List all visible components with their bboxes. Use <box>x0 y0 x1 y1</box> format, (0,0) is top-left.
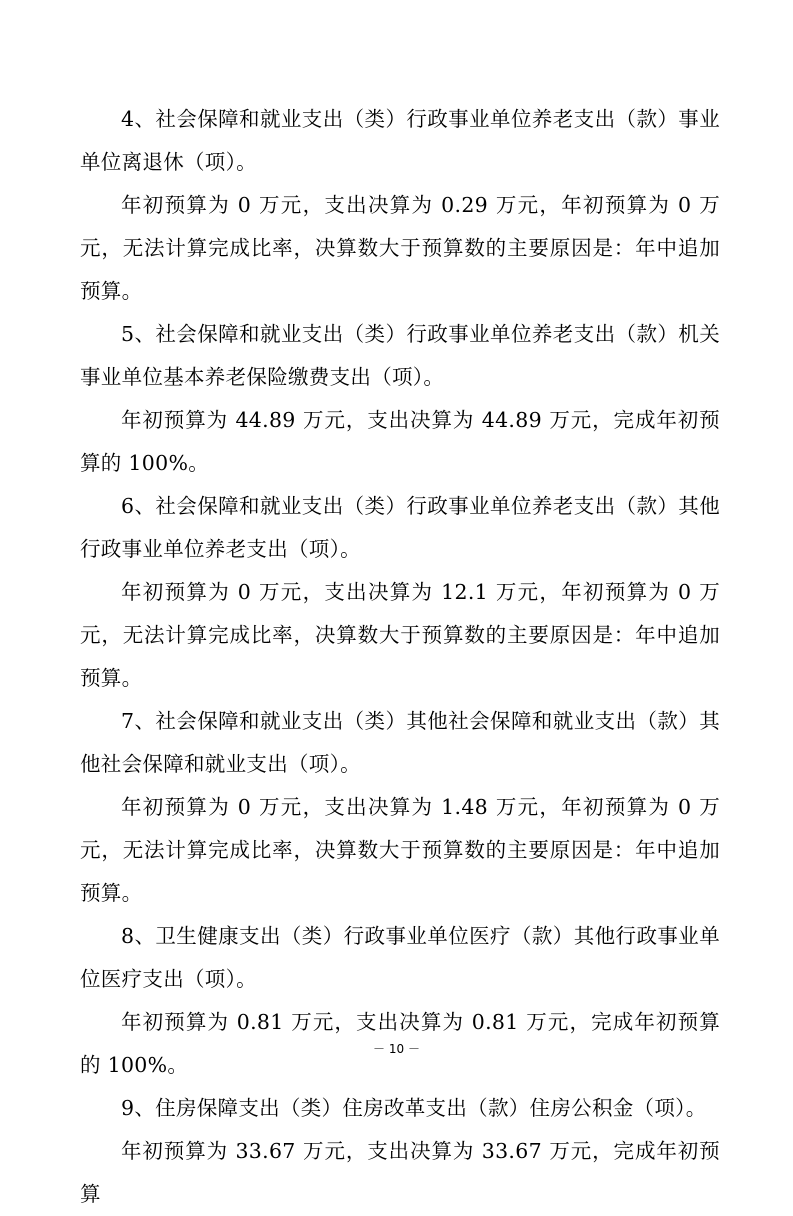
item-7-detail: 年初预算为 0 万元，支出决算为 1.48 万元，年初预算为 0 万元，无法计算完成比率，决算数大于预算数的主要原因是：年中追加预算。 <box>80 795 720 905</box>
item-4-detail: 年初预算为 0 万元，支出决算为 0.29 万元，年初预算为 0 万元，无法计算完成比率，决算数大于预算数的主要原因是：年中追加预算。 <box>80 193 720 303</box>
item-9-detail: 年初预算为 33.67 万元，支出决算为 33.67 万元，完成年初预算 <box>80 1139 720 1206</box>
item-6-heading: 6、社会保障和就业支出（类）行政事业单位养老支出（款）其他行政事业单位养老支出（项）。 <box>80 494 720 561</box>
item-6-detail: 年初预算为 0 万元，支出决算为 12.1 万元，年初预算为 0 万元，无法计算完成比率，决算数大于预算数的主要原因是：年中追加预算。 <box>80 580 720 690</box>
item-8-heading: 8、卫生健康支出（类）行政事业单位医疗（款）其他行政事业单位医疗支出（项）。 <box>80 924 720 991</box>
item-9-heading: 9、住房保障支出（类）住房改革支出（款）住房公积金（项）。 <box>121 1096 707 1120</box>
item-7-heading: 7、社会保障和就业支出（类）其他社会保障和就业支出（款）其他社会保障和就业支出（项）。 <box>80 709 720 776</box>
item-8-detail: 年初预算为 0.81 万元，支出决算为 0.81 万元，完成年初预算的 100%。 <box>80 1010 720 1077</box>
item-5-detail: 年初预算为 44.89 万元，支出决算为 44.89 万元，完成年初预算的 100%。 <box>80 408 720 475</box>
item-5-heading: 5、社会保障和就业支出（类）行政事业单位养老支出（款）机关事业单位基本养老保险缴费支出（项）。 <box>80 322 720 389</box>
page-number: － 10 － <box>373 1042 420 1056</box>
item-4-heading: 4、社会保障和就业支出（类）行政事业单位养老支出（款）事业单位离退休（项）。 <box>80 107 720 174</box>
